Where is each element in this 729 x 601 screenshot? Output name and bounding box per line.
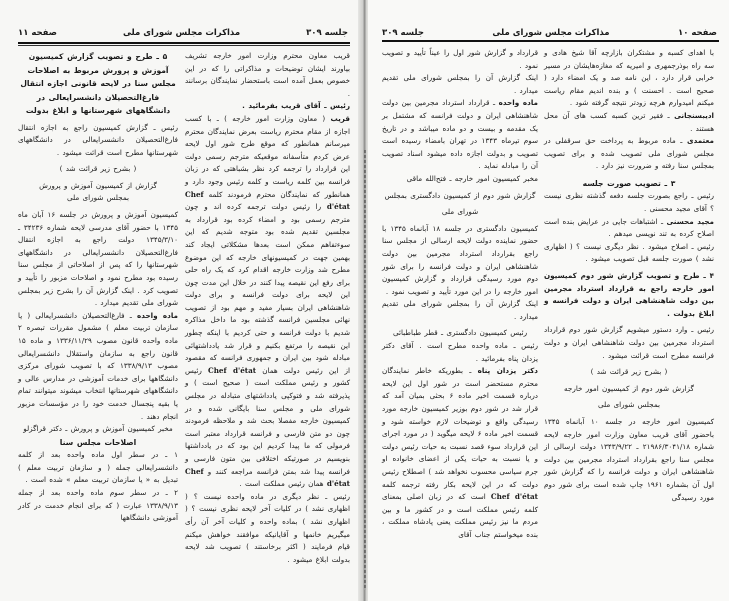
- paragraph: رئیس ـ نظر دیگری در ماده واحده نیست ؟ ( اظهاری نشد ) در کلیات آخر لایحه نظری نیست ؟ ( اظهاری نشد ) بماده واحده و کلیات آخر آن رأی میگیریم خانمها و آقایانیکه موافقند خواهش میکنم قیام فرمایند ( اکثر برخاستند ) تصویب شد لایحه بدولت ابلاغ میشود .: [185, 491, 350, 564]
- section-heading: ۴ ـ طرح و تصویب گزارش شور دوم کمیسیون امور خارجه راجع به قرارداد استرداد مجرمین بین دولت شاهنشاهی ایران و دولت فرانسه و ابلاغ بدولت .: [544, 271, 714, 318]
- article-label: ماده واحده: [498, 98, 538, 108]
- header-rule-thin: [18, 45, 350, 46]
- right-page: [368, 0, 729, 601]
- paragraph: ماده واحده ـ فارغ‌التحصیلان دانشسرایعالی ( یا سازمان تربیت معلم ) مشمول مقررات تبصره ۲ ماده واحده قانون مصوب ۱۳۳۶/۱۱/۲۹ و ماده ۱۵ قانون راجع به سازمان واستقلال دانشسرایعالی مصوب ۱۳۳۸/۹/۱۳ که با تصویب شورای مرکزی دانشگاهها برای خدمات آموزشی در مدارس عالی و دانشگاههای شهرستانها انتخاب میشوند میتوانند تمام یا بقیه پنجسال خدمت خود را در مؤسسات مزبور انجام دهند .: [18, 310, 179, 421]
- speaker-name: معتمدی: [687, 136, 714, 146]
- rapporteur: مخبر کمیسیون امور خارجه ـ فتح‌الله ماقی: [406, 173, 538, 183]
- report-recipient: بمجلس شورای ملی: [598, 400, 660, 410]
- paragraph: رئیس ـ اصلاح میشود . نظر دیگری نیست ؟ ( اظهاری نشد ) صورت جلسه قبل تصویب میشود .: [544, 241, 714, 264]
- left-page-column-left: [18, 50, 178, 525]
- latin-term: Chef d'état: [207, 365, 257, 375]
- paragraph: دکتر یزدان پناه ـ بطوریکه خاطر نمایندگان محترم مستحضر است در شور اول این لایحه درباره قسمت اخیر ماده ۶ بحثی بمیان آمد که قرار شد در شور دوم بوزیر کمیسیون خارجه مورد رسیدگی واقع و توضیحات لازم خواسته شود و قسمت اخیر ماده ۶ لایحه میگوید ( در مورد اجرای این قرارداد سوء قصد نسبت به حیات رئیس دولت و یا نسبت به حیات یکی از اعضای خانواده او جرم سیاسی محسوب نخواهد شد ) اصطلاح رئیس دولت که در این لایحه بکار رفته ترجمه کلمه Chef d'état است که در زبان اصلی بمعنای کلمه رئیس مملکت است و در کشور ما و بین مردم ما نیز رئیس مملکت یعنی پادشاه مملکت ، بنده میخواستم جناب آقای: [382, 366, 539, 539]
- subheading: اصلاحات مجلس سنا: [59, 437, 137, 447]
- paragraph: با اهدای کسبه و مشتکران بازارچه آقا شیخ هادی و سه راه بوذرجمهری و امیریه که مغازه‌هایشان در مسیر خرابی قرار دارد ، این نامه صد و یک امضاء دارد ( صحیح است . احسنت ) و بنده اندیم مقام ریاست میکنم امیدوارم هرچه زودتر نتیجه گرفته شود .: [544, 48, 714, 108]
- read-note: ( بشرح زیر قرائت شد ): [59, 164, 137, 174]
- paragraph: ادیبسنجانی ـ فقیر ترین کسبه کسب های آن محل هستند .: [544, 110, 714, 133]
- paragraph: معتمدی ـ ماده مربوط به پرداخت حق سرقفلی در مجلس شورای ملی تصویب شده و برای تصویب بمجلس سنا رفته و ضرورت نیز دارد .: [544, 136, 714, 171]
- session-label: جلسه ۳۰۹: [382, 28, 424, 38]
- speaker-name: قریب: [330, 113, 350, 123]
- speaker-name: ادیبسنجانی: [674, 110, 714, 120]
- paragraph: قرارداد و گزارش شور اول را عیناً تأیید و تصویب نمود .: [382, 48, 538, 70]
- gutter-shadow: [364, 150, 366, 590]
- page-number: صفحه ۱۰: [678, 28, 717, 38]
- paragraph: کمیسیون آموزش و پرورش در جلسه ۱۶ آبان ماه ۱۳۴۵ با حضور آقای مدرسی لایحه شماره ۳۴۲۳۶ ـ ۱۳۴۵/۳/۱۰ دولت راجع به اجازه انتقال فارغ‌التحصیلان دانشسرایعالی در دانشگاههای شهرستانها را که پس از اصلاحاتی از مجلس سنا رسیده بود مطرح نمود و اصلاحات مزبور را تأیید و تصویب کرد . اینک گزارش آن را بشرح زیر بمجلس شورای ملی تقدیم میدارد .: [18, 210, 178, 308]
- left-page: [0, 0, 360, 601]
- running-title: مذاکرات مجلس شورای ملی: [122, 28, 241, 38]
- paragraph: ماده واحده ـ قرارداد استرداد مجرمین بین دولت شاهنشاهی ایران و دولت فرانسه که مشتمل بر یک مقدمه و بیست و دو ماده میباشد و در تاریخ سوم تیرماه ۱۳۴۳ در تهران بامضاء رسیده است تصویب و بدولت اجازه داده میشود اسناد تصویب آن را مبادله نماید .: [382, 98, 538, 171]
- paragraph: قریب معاون محترم وزارت امور خارجه تشریف بیاورند ایشان توضیحات و مذاکراتی را که در این خصوص بعمل آمده است باستحضار نمایندگان برسانند .: [185, 51, 350, 98]
- section-heading: ۳ ـ تصویب صورت جلسه: [582, 178, 676, 188]
- header-rule: [382, 40, 719, 42]
- speaker-name: دکتر یزدان پناه: [477, 366, 538, 376]
- rapporteur: مخبر کمیسیون آموزش و پرورش ـ دکتر قراگزلو: [23, 424, 173, 434]
- paragraph: مجید محسنی ـ اشتباهات جایی در عرایض بنده است اصلاح کرده به تند نویسی میدهم .: [544, 216, 715, 239]
- read-note: ( بشرح زیر قرائت شد ): [590, 367, 668, 377]
- paragraph: رئیس ـ آقای قریب بفرمائید .: [242, 101, 350, 111]
- report-title: گزارش شور دوم از کمیسیون دادگستری بمجلس: [384, 190, 536, 200]
- latin-term: Chef d'état: [490, 492, 538, 502]
- section-heading: ۵ ـ طرح و تصویب گزارش کمیسیون آموزش و پرورش مربوط به اصلاحات مجلس سنا در لایحه قانونی اجازه انتقال فارغ‌التحصیلان دانشسرا‌یعالی در دانشگاههای شهرستانها و ابلاغ بدولت: [20, 52, 176, 115]
- running-title: مذاکرات مجلس شورای ملی: [492, 28, 610, 38]
- paragraph: رئیس ـ راجع بصورت جلسه دفعه گذشته نظری نیست ؟ آقای مجید محسنی .: [544, 191, 714, 214]
- left-page-header: [18, 26, 348, 40]
- latin-term: Chef d'état: [185, 189, 350, 212]
- report-title: گزارش از کمیسیون آموزش و پرورش: [39, 180, 157, 190]
- paragraph: رئیس ـ ماده واحده مطرح است . آقای دکتر یزدان پناه بفرمائید .: [382, 341, 538, 363]
- left-page-column-right: [185, 50, 350, 566]
- report-recipient: بمجلس شورای ملی: [67, 193, 129, 203]
- right-page-header: [382, 26, 717, 40]
- paragraph: قریب ( معاون وزارت امور خارجه ) ـ با کسب اجازه از مقام محترم ریاست بعرض نمایندگان محترم میرسانم همانطور که موقع طرح شور اول لایحه عرض کردم متأسفانه موقعیکه مترجم رسمی دولت این قرارداد را ترجمه کرد نظر بشباهتی که در زبان فرانسه بین کلمه ریاست و کلمه رئیس وجود دارد و همانطور که نمایندگان محترم فرمودند کلمه Chef d'état را رئیس دولت ترجمه کرده اند و چون مترجم رسمی بود و امضاء کرده بود قرارداد به مجلسین تقدیم شده بود متوجه شدیم که این سوءتفاهم ممکن است بعدها مشکلاتی ایجاد کند بهمین جهت در کمیسیونهای خارجه که این موضوع مطرح شد وزارت خارجه اقدام کرد که یک راه حلی برای رفع این نقیصه پیدا کنند در خلال این مدت چون این لایحه برای دولت فرانسه و برای دولت شاهنشاهی ایران بسیار مفید و مهم بود از تصویب نهائی مجلسین فرانسه گذشته بود ما داخل مذاکره شدیم با دولت فرانسه و حتی کردیم با اینکه چطور این نقیصه را مرتفع بکنیم و قرار شد یادداشتهائی مبادله شود بین ایران و جمهوری فرانسه که مقصود از این رئیس دولت همان Chef d'état رئیس کشور و رئیس مملکت است ( صحیح است ) و پذیرفته شد و فتوکپی یادداشتهای متبادله در مجلس شورای ملی و مجلس سنا بایگانی شده و در کمیسیون خارجه مفصلا بحث شد و ملاحظه فرمودند چون دو متن فارسی و فرانسه قرارداد معتبر است فرمولی که ما پیدا کردیم این بود که در یادداشتها بنویسیم در صورتیکه اختلافی بین متون فارسی و فرانسه پیدا شد بمتن فرانسه مراجعه کنند و Chef d'état همان رئیس مملکت است .: [185, 113, 350, 489]
- paragraph: اینک گزارش آن را بمجلس شورای ملی تقدیم میدارد .: [382, 299, 538, 321]
- latin-term: Chef d'état: [185, 466, 350, 489]
- paragraph: اینک گزارش آن را بمجلس شورای ملی تقدیم میدارد .: [382, 73, 538, 95]
- paragraph: رئیس ـ گزارش کمیسیون راجع به اجازه انتقال فارغ‌التحصیلان دانشسرایعالی در دانشگاههای شهرستانها مطرح است قرائت میشود .: [18, 122, 178, 157]
- speaker-name: مجید محسنی: [666, 216, 715, 226]
- paragraph: رئیس ـ وارد دستور میشویم گزارش شور دوم قرارداد استرداد مجرمین بین دولت شاهنشاهی ایران و دولت فرانسه مطرح است قرائت میشود .: [544, 325, 714, 360]
- paragraph: کمیسیون دادگستری در جلسه ۱۸ آبانماه ۱۳۴۵ با حضور نماینده دولت لایحه ارسالی از مجلس سنا راجع بقرارداد استرداد مجرمین بین دولت شاهنشاهی ایران و دولت فرانسه را برای شور دوم مورد رسیدگی قرارداد و گزارش کمیسیون امور خارجه را در این مورد تأیید و تصویب نمود .: [382, 223, 538, 296]
- report-title: گزارش شور دوم از کمیسیون امور خارجه: [564, 383, 694, 393]
- paragraph: کمیسیون امور خارجه در جلسه ۱۰ آبانماه ۱۳۴۵ باحضور آقای قریب معاون وزارت امور خارجه لایحه شماره ۲۱۹۸۶/۳۰۴۱/۱۸ ـ ۱۳۴۳/۹/۲۲ دولت ارسالی از مجلس سنا راجع بقرارداد استرداد مجرمین بین دولت شاهنشاهی ایران و دولت فرانسه را که گزارش شور اول آن بشماره ۱۹۶۱ چاپ شده است برای شور دوم مورد رسیدگی: [544, 416, 715, 502]
- header-rule: [18, 42, 350, 44]
- article-label: ماده واحده: [137, 310, 179, 320]
- paragraph: ۲ ـ در سطر سوم ماده واحده بعد از جمله ۱۳۳۸/۹/۱۳ عبارت ( که برای انجام خدمت در کادر آموزشی دانشگاهها: [18, 488, 178, 523]
- right-page-column-left: [382, 47, 538, 542]
- page-number: صفحه ۱۱: [18, 28, 57, 38]
- right-page-column-right: [544, 47, 714, 504]
- paragraph: ۱ ـ در سطر اول ماده واحده بعد از کلمه دانشسرایعالی جمله ( و سازمان تربیت معلم ) تبدیل به « یا سازمان تربیت معلم » شده است .: [18, 450, 178, 485]
- signer: رئیس کمیسیون دادگستری ـ قطر طباطبائی: [392, 328, 528, 338]
- report-recipient: شورای ملی: [441, 207, 479, 217]
- session-label: جلسه ۳۰۹: [306, 28, 348, 38]
